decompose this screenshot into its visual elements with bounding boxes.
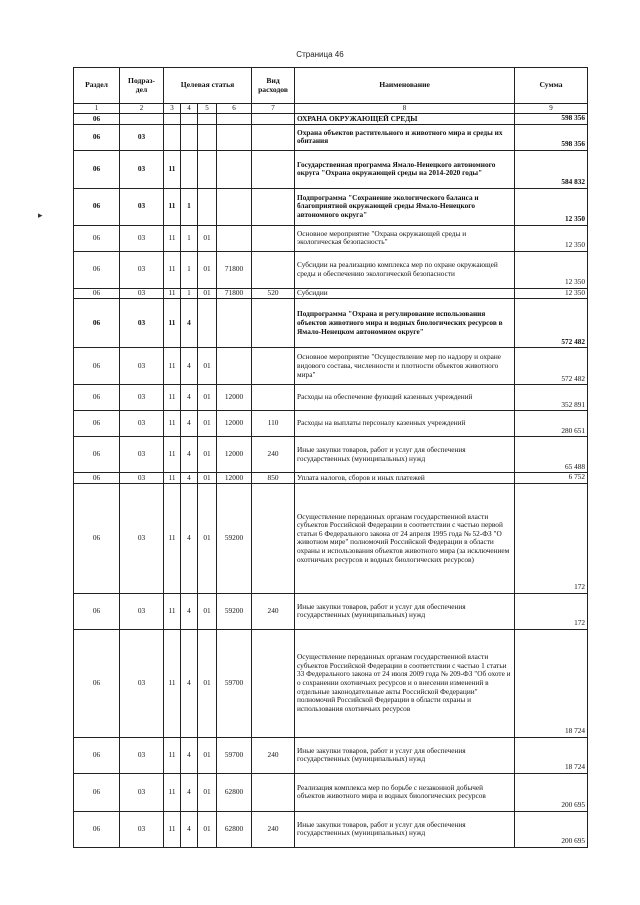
vid-raskhodov-cell bbox=[252, 251, 295, 288]
summa-cell: 200 695 bbox=[515, 811, 588, 847]
vid-raskhodov-cell: 110 bbox=[252, 411, 295, 437]
podrazdel-cell: 03 bbox=[120, 773, 164, 811]
target-code-3-cell: 01 bbox=[198, 593, 217, 629]
target-code-1-cell: 11 bbox=[164, 737, 181, 773]
vid-raskhodov-cell: 240 bbox=[252, 593, 295, 629]
naimenovanie-cell: Субсидии на реализацию комплекса мер по охране окружающей среды и обеспечению экологической безопасности bbox=[295, 251, 515, 288]
target-code-4-cell: 59200 bbox=[217, 483, 252, 593]
column-number-cell: 6 bbox=[217, 104, 252, 114]
target-code-1-cell: 11 bbox=[164, 593, 181, 629]
razdel-cell: 06 bbox=[74, 124, 120, 150]
podrazdel-cell: 03 bbox=[120, 811, 164, 847]
target-code-2-cell bbox=[181, 150, 198, 188]
vid-raskhodov-cell bbox=[252, 385, 295, 411]
target-code-1-cell: 11 bbox=[164, 348, 181, 385]
summa-cell: 572 482 bbox=[515, 299, 588, 348]
summa-cell: 584 832 bbox=[515, 150, 588, 188]
table-row bbox=[74, 299, 588, 348]
target-code-2-cell: 4 bbox=[181, 483, 198, 593]
target-code-3-cell: 01 bbox=[198, 811, 217, 847]
target-code-1-cell: 11 bbox=[164, 225, 181, 251]
razdel-cell: 06 bbox=[74, 773, 120, 811]
razdel-cell: 06 bbox=[74, 299, 120, 348]
table-row bbox=[74, 483, 588, 593]
target-code-4-cell: 12000 bbox=[217, 385, 252, 411]
table-row bbox=[74, 411, 588, 437]
summa-cell: 572 482 bbox=[515, 348, 588, 385]
podrazdel-cell: 03 bbox=[120, 225, 164, 251]
naimenovanie-cell: Расходы на обеспечение функций казенных учреждений bbox=[295, 385, 515, 411]
podrazdel-cell: 03 bbox=[120, 593, 164, 629]
summa-cell: 598 356 bbox=[515, 124, 588, 150]
target-code-2-cell: 4 bbox=[181, 773, 198, 811]
target-code-1-cell: 11 bbox=[164, 251, 181, 288]
vid-raskhodov-cell bbox=[252, 124, 295, 150]
naimenovanie-cell: Охрана объектов растительного и животного мира и среды их обитания bbox=[295, 124, 515, 150]
target-code-4-cell bbox=[217, 188, 252, 225]
podrazdel-cell: 03 bbox=[120, 411, 164, 437]
column-number-cell: 4 bbox=[181, 104, 198, 114]
column-number-cell: 9 bbox=[515, 104, 588, 114]
target-code-4-cell bbox=[217, 124, 252, 150]
column-number-cell: 3 bbox=[164, 104, 181, 114]
podrazdel-cell: 03 bbox=[120, 437, 164, 473]
target-code-2-cell: 4 bbox=[181, 629, 198, 737]
razdel-cell: 06 bbox=[74, 629, 120, 737]
header-razdel: Раздел bbox=[74, 68, 120, 104]
naimenovanie-cell: Подпрограмма "Сохранение экологического баланса и благоприятной окружающей среды Ямало-Ненецкого автономного округа" bbox=[295, 188, 515, 225]
target-code-4-cell: 62800 bbox=[217, 811, 252, 847]
column-number-row bbox=[74, 104, 588, 114]
podrazdel-cell: 03 bbox=[120, 288, 164, 299]
column-number-cell: 7 bbox=[252, 104, 295, 114]
target-code-4-cell: 71800 bbox=[217, 251, 252, 288]
target-code-4-cell: 71800 bbox=[217, 288, 252, 299]
razdel-cell: 06 bbox=[74, 225, 120, 251]
vid-raskhodov-cell bbox=[252, 483, 295, 593]
podrazdel-cell bbox=[120, 114, 164, 125]
target-code-3-cell: 01 bbox=[198, 288, 217, 299]
podrazdel-cell: 03 bbox=[120, 348, 164, 385]
summa-cell: 280 651 bbox=[515, 411, 588, 437]
razdel-cell: 06 bbox=[74, 437, 120, 473]
target-code-3-cell: 01 bbox=[198, 411, 217, 437]
naimenovanie-cell: Государственная программа Ямало-Ненецкого автономного округа "Охрана окружающей среды на 2014-2020 годы" bbox=[295, 150, 515, 188]
target-code-2-cell: 4 bbox=[181, 385, 198, 411]
vid-raskhodov-cell bbox=[252, 629, 295, 737]
razdel-cell: 06 bbox=[74, 593, 120, 629]
summa-cell: 65 488 bbox=[515, 437, 588, 473]
page-number: Страница 46 bbox=[296, 50, 344, 59]
table-row bbox=[74, 225, 588, 251]
target-code-3-cell bbox=[198, 299, 217, 348]
podrazdel-cell: 03 bbox=[120, 251, 164, 288]
naimenovanie-cell: Иные закупки товаров, работ и услуг для обеспечения государственных (муниципальных) нужд bbox=[295, 811, 515, 847]
target-code-2-cell: 4 bbox=[181, 473, 198, 484]
table-row bbox=[74, 114, 588, 125]
target-code-3-cell: 01 bbox=[198, 437, 217, 473]
target-code-1-cell: 11 bbox=[164, 811, 181, 847]
target-code-3-cell: 01 bbox=[198, 385, 217, 411]
target-code-3-cell: 01 bbox=[198, 251, 217, 288]
naimenovanie-cell: Иные закупки товаров, работ и услуг для обеспечения государственных (муниципальных) нужд bbox=[295, 437, 515, 473]
target-code-1-cell: 11 bbox=[164, 385, 181, 411]
target-code-2-cell: 4 bbox=[181, 299, 198, 348]
table-row bbox=[74, 251, 588, 288]
target-code-1-cell: 11 bbox=[164, 299, 181, 348]
table-row bbox=[74, 385, 588, 411]
podrazdel-cell: 03 bbox=[120, 188, 164, 225]
podrazdel-cell: 03 bbox=[120, 385, 164, 411]
target-code-2-cell: 1 bbox=[181, 288, 198, 299]
summa-cell: 172 bbox=[515, 483, 588, 593]
header-naimenovanie: Наименование bbox=[295, 68, 515, 104]
target-code-1-cell: 11 bbox=[164, 411, 181, 437]
naimenovanie-cell: Осуществление переданных органам государственной власти субъектов Российской Федерации в соответствии с частью 1 статьи 33 Федерального закона от 24 июля 2009 года № 209-ФЗ "Об охоте и о сохранении охотничьих ресурсов и о внесении изменений в отдельные законодательные акты Российской Федерации" полномочий Российской Федерации в области охраны и использования охотничьих ресурсов bbox=[295, 629, 515, 737]
target-code-1-cell bbox=[164, 114, 181, 125]
table-row bbox=[74, 150, 588, 188]
target-code-4-cell bbox=[217, 225, 252, 251]
target-code-1-cell: 11 bbox=[164, 483, 181, 593]
column-number-cell: 1 bbox=[74, 104, 120, 114]
naimenovanie-cell: Основное мероприятие "Охрана окружающей среды и экологическая безопасность" bbox=[295, 225, 515, 251]
target-code-3-cell bbox=[198, 124, 217, 150]
header-podrazdel: Подраз- дел bbox=[120, 68, 164, 104]
margin-mark: ▸ bbox=[38, 210, 43, 220]
target-code-4-cell bbox=[217, 114, 252, 125]
target-code-2-cell: 4 bbox=[181, 811, 198, 847]
podrazdel-cell: 03 bbox=[120, 150, 164, 188]
vid-raskhodov-cell: 240 bbox=[252, 737, 295, 773]
target-code-2-cell: 4 bbox=[181, 593, 198, 629]
vid-raskhodov-cell bbox=[252, 348, 295, 385]
table-body bbox=[74, 114, 588, 848]
target-code-4-cell: 12000 bbox=[217, 437, 252, 473]
naimenovanie-cell: Осуществление переданных органам государственной власти субъектов Российской Федерации в соответствии с частью первой статьи 6 Федерального закона от 24 апреля 1995 года № 52-ФЗ "О животном мире" полномочий Российской Федерации в области охраны и использования объектов животного мира (за исключением охотничьих ресурсов и водных биологических ресурсов) bbox=[295, 483, 515, 593]
target-code-2-cell: 1 bbox=[181, 251, 198, 288]
naimenovanie-cell: Иные закупки товаров, работ и услуг для обеспечения государственных (муниципальных) нужд bbox=[295, 737, 515, 773]
summa-cell: 12 350 bbox=[515, 188, 588, 225]
razdel-cell: 06 bbox=[74, 348, 120, 385]
table-row bbox=[74, 348, 588, 385]
summa-cell: 200 695 bbox=[515, 773, 588, 811]
target-code-3-cell: 01 bbox=[198, 773, 217, 811]
target-code-3-cell: 01 bbox=[198, 473, 217, 484]
header-summa: Сумма bbox=[515, 68, 588, 104]
razdel-cell: 06 bbox=[74, 473, 120, 484]
naimenovanie-cell: Основное мероприятие "Осуществление мер по надзору и охране видового состава, численности и плотности объектов животного мира" bbox=[295, 348, 515, 385]
vid-raskhodov-cell: 850 bbox=[252, 473, 295, 484]
razdel-cell: 06 bbox=[74, 251, 120, 288]
razdel-cell: 06 bbox=[74, 188, 120, 225]
target-code-2-cell bbox=[181, 114, 198, 125]
summa-cell: 6 752 bbox=[515, 473, 588, 484]
table-row bbox=[74, 593, 588, 629]
naimenovanie-cell: Субсидии bbox=[295, 288, 515, 299]
razdel-cell: 06 bbox=[74, 150, 120, 188]
table-row bbox=[74, 288, 588, 299]
target-code-4-cell bbox=[217, 348, 252, 385]
razdel-cell: 06 bbox=[74, 811, 120, 847]
target-code-2-cell: 4 bbox=[181, 737, 198, 773]
target-code-3-cell: 01 bbox=[198, 348, 217, 385]
header-vid-raskhodov: Вид расходов bbox=[252, 68, 295, 104]
target-code-4-cell: 59700 bbox=[217, 737, 252, 773]
vid-raskhodov-cell bbox=[252, 114, 295, 125]
vid-raskhodov-cell bbox=[252, 299, 295, 348]
summa-cell: 18 724 bbox=[515, 629, 588, 737]
podrazdel-cell: 03 bbox=[120, 473, 164, 484]
vid-raskhodov-cell bbox=[252, 188, 295, 225]
naimenovanie-cell: Подпрограмма "Охрана и регулирование использования объектов животного мира и водных биологических ресурсов в Ямало-Ненецком автономном округе" bbox=[295, 299, 515, 348]
summa-cell: 18 724 bbox=[515, 737, 588, 773]
target-code-4-cell: 12000 bbox=[217, 411, 252, 437]
target-code-4-cell: 62800 bbox=[217, 773, 252, 811]
naimenovanie-cell: ОХРАНА ОКРУЖАЮЩЕЙ СРЕДЫ bbox=[295, 114, 515, 125]
razdel-cell: 06 bbox=[74, 385, 120, 411]
summa-cell: 12 350 bbox=[515, 288, 588, 299]
podrazdel-cell: 03 bbox=[120, 124, 164, 150]
target-code-4-cell bbox=[217, 150, 252, 188]
naimenovanie-cell: Уплата налогов, сборов и иных платежей bbox=[295, 473, 515, 484]
target-code-4-cell: 59700 bbox=[217, 629, 252, 737]
table-row bbox=[74, 773, 588, 811]
razdel-cell: 06 bbox=[74, 114, 120, 125]
summa-cell: 598 356 bbox=[515, 114, 588, 125]
table-row bbox=[74, 188, 588, 225]
table-row bbox=[74, 437, 588, 473]
vid-raskhodov-cell: 520 bbox=[252, 288, 295, 299]
summa-cell: 12 350 bbox=[515, 225, 588, 251]
target-code-3-cell bbox=[198, 114, 217, 125]
target-code-2-cell: 4 bbox=[181, 411, 198, 437]
vid-raskhodov-cell bbox=[252, 773, 295, 811]
summa-cell: 12 350 bbox=[515, 251, 588, 288]
target-code-1-cell: 11 bbox=[164, 773, 181, 811]
razdel-cell: 06 bbox=[74, 737, 120, 773]
column-number-cell: 5 bbox=[198, 104, 217, 114]
column-number-cell: 2 bbox=[120, 104, 164, 114]
target-code-1-cell: 11 bbox=[164, 288, 181, 299]
vid-raskhodov-cell: 240 bbox=[252, 437, 295, 473]
podrazdel-cell: 03 bbox=[120, 629, 164, 737]
target-code-2-cell bbox=[181, 124, 198, 150]
target-code-2-cell: 4 bbox=[181, 348, 198, 385]
table-row bbox=[74, 811, 588, 847]
table-row bbox=[74, 737, 588, 773]
target-code-1-cell: 11 bbox=[164, 188, 181, 225]
target-code-4-cell bbox=[217, 299, 252, 348]
target-code-4-cell: 59200 bbox=[217, 593, 252, 629]
podrazdel-cell: 03 bbox=[120, 299, 164, 348]
target-code-2-cell: 4 bbox=[181, 437, 198, 473]
target-code-3-cell: 01 bbox=[198, 629, 217, 737]
razdel-cell: 06 bbox=[74, 411, 120, 437]
target-code-3-cell: 01 bbox=[198, 483, 217, 593]
target-code-3-cell: 01 bbox=[198, 737, 217, 773]
target-code-1-cell: 11 bbox=[164, 150, 181, 188]
header-tselevaya-statya: Целевая статья bbox=[164, 68, 252, 104]
target-code-1-cell bbox=[164, 124, 181, 150]
header-row bbox=[74, 68, 588, 104]
target-code-3-cell bbox=[198, 188, 217, 225]
table-row bbox=[74, 629, 588, 737]
razdel-cell: 06 bbox=[74, 483, 120, 593]
target-code-2-cell: 1 bbox=[181, 225, 198, 251]
summa-cell: 172 bbox=[515, 593, 588, 629]
target-code-4-cell: 12000 bbox=[217, 473, 252, 484]
target-code-3-cell: 01 bbox=[198, 225, 217, 251]
razdel-cell: 06 bbox=[74, 288, 120, 299]
vid-raskhodov-cell: 240 bbox=[252, 811, 295, 847]
vid-raskhodov-cell bbox=[252, 150, 295, 188]
budget-table bbox=[73, 67, 588, 848]
vid-raskhodov-cell bbox=[252, 225, 295, 251]
naimenovanie-cell: Расходы на выплаты персоналу казенных учреждений bbox=[295, 411, 515, 437]
target-code-1-cell: 11 bbox=[164, 437, 181, 473]
naimenovanie-cell: Реализация комплекса мер по борьбе с незаконной добычей объектов животного мира и водных биологических ресурсов bbox=[295, 773, 515, 811]
podrazdel-cell: 03 bbox=[120, 483, 164, 593]
summa-cell: 352 891 bbox=[515, 385, 588, 411]
target-code-1-cell: 11 bbox=[164, 629, 181, 737]
table-row bbox=[74, 124, 588, 150]
target-code-1-cell: 11 bbox=[164, 473, 181, 484]
naimenovanie-cell: Иные закупки товаров, работ и услуг для обеспечения государственных (муниципальных) нужд bbox=[295, 593, 515, 629]
podrazdel-cell: 03 bbox=[120, 737, 164, 773]
target-code-2-cell: 1 bbox=[181, 188, 198, 225]
table-row bbox=[74, 473, 588, 484]
column-number-cell: 8 bbox=[295, 104, 515, 114]
target-code-3-cell bbox=[198, 150, 217, 188]
